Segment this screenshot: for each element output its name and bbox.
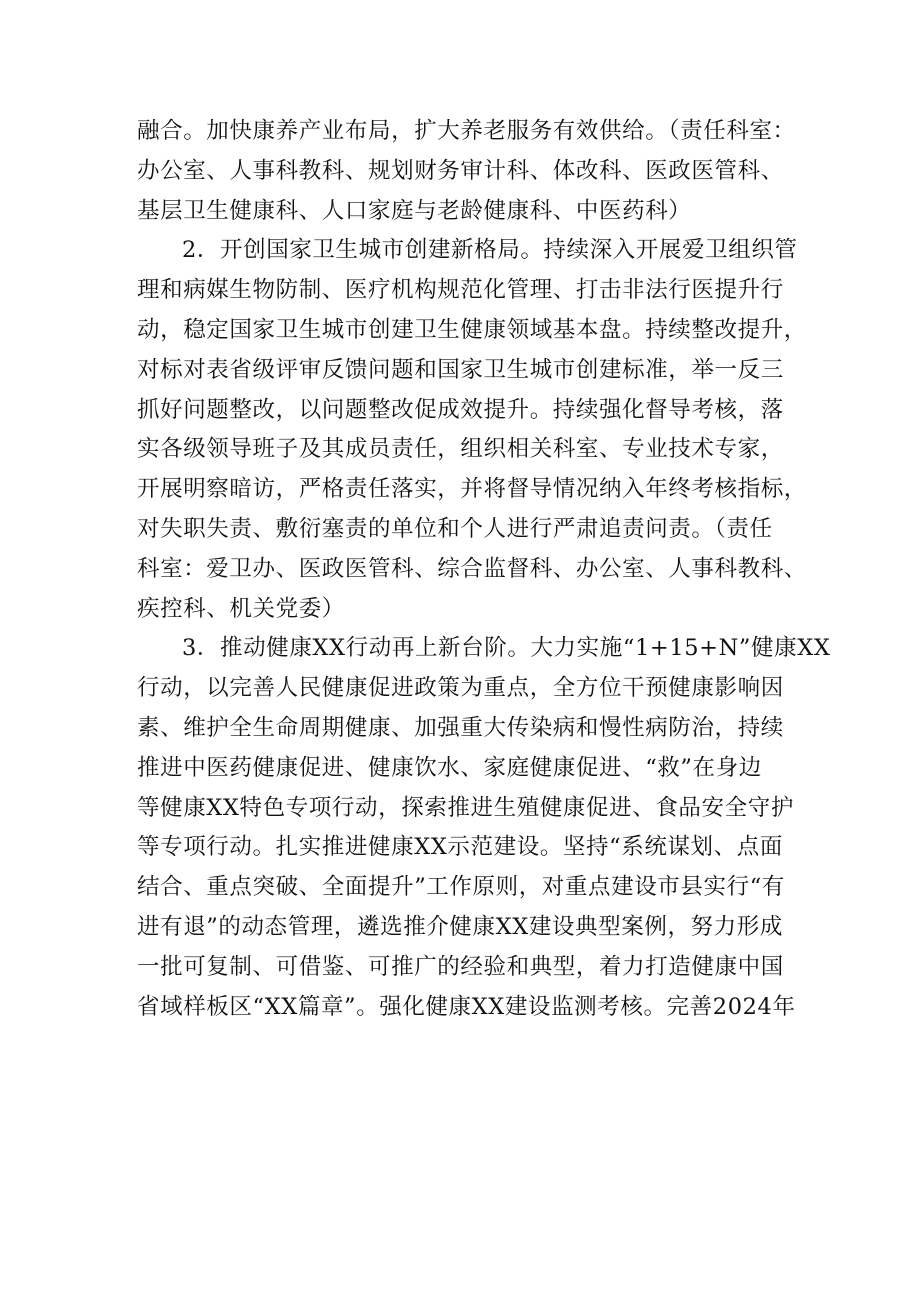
text-line: 对标对表省级评审反馈问题和国家卫生城市创建标准，举一反三 — [137, 356, 784, 383]
text-line: 素、维护全生命周期健康、加强重大传染病和慢性病防治，持续 — [137, 714, 784, 741]
paragraph-item-3 — [137, 629, 831, 1027]
text-line: 省域样板区“XX篇章”。强化健康XX建设监测考核。完善2024年 — [137, 993, 796, 1020]
text-line: 开展明察暗访，严格责任落实，并将督导情况纳入年终考核指标， — [137, 476, 807, 503]
text-line: 对失职失责、敷衍塞责的单位和个人进行严肃追责问责。（责任 — [137, 515, 773, 542]
text-line: 抓好问题整改，以问题整改促成效提升。持续强化督导考核，落 — [137, 396, 784, 423]
paragraph-item-2 — [137, 231, 807, 629]
paragraph-continuation — [137, 112, 797, 231]
text-line: 2．开创国家卫生城市创建新格局。持续深入开展爱卫组织管 — [182, 237, 798, 264]
text-line: 理和病媒生物防制、医疗机构规范化管理、打击非法行医提升行 — [137, 277, 784, 304]
text-line: 3．推动健康XX行动再上新台阶。大力实施“1+15+N”健康XX — [182, 635, 831, 662]
text-line: 办公室、人事科教科、规划财务审计科、体改科、医政医管科、 — [137, 157, 784, 184]
text-line: 实各级领导班子及其成员责任，组织相关科室、专业技术专家， — [137, 436, 784, 463]
document-body — [137, 112, 831, 1027]
text-line: 等健康XX特色专项行动，探索推进生殖健康促进、食品安全守护 — [137, 794, 794, 821]
text-line: 基层卫生健康科、人口家庭与老龄健康科、中医药科） — [137, 197, 692, 224]
text-line: 融合。加快康养产业布局，扩大养老服务有效供给。（责任科室： — [137, 118, 796, 144]
text-line: 科室：爱卫办、医政医管科、综合监督科、办公室、人事科教科、 — [137, 555, 807, 582]
text-line: 疾控科、机关党委） — [137, 595, 345, 622]
text-line: 等专项行动。扎实推进健康XX示范建设。坚持“系统谋划、点面 — [137, 834, 783, 861]
text-line: 推进中医药健康促进、健康饮水、家庭健康促进、“救”在身边 — [137, 754, 762, 781]
text-line: 一批可复制、可借鉴、可推广的经验和典型，着力打造健康中国 — [137, 953, 784, 980]
text-line: 行动，以完善人民健康促进政策为重点，全方位干预健康影响因 — [137, 675, 784, 702]
text-line: 进有退”的动态管理，遴选推介健康XX建设典型案例，努力形成 — [137, 913, 783, 940]
text-line: 结合、重点突破、全面提升”工作原则，对重点建设市县实行“有 — [137, 874, 785, 901]
text-line: 动，稳定国家卫生城市创建卫生健康领域基本盘。持续整改提升， — [137, 316, 807, 343]
